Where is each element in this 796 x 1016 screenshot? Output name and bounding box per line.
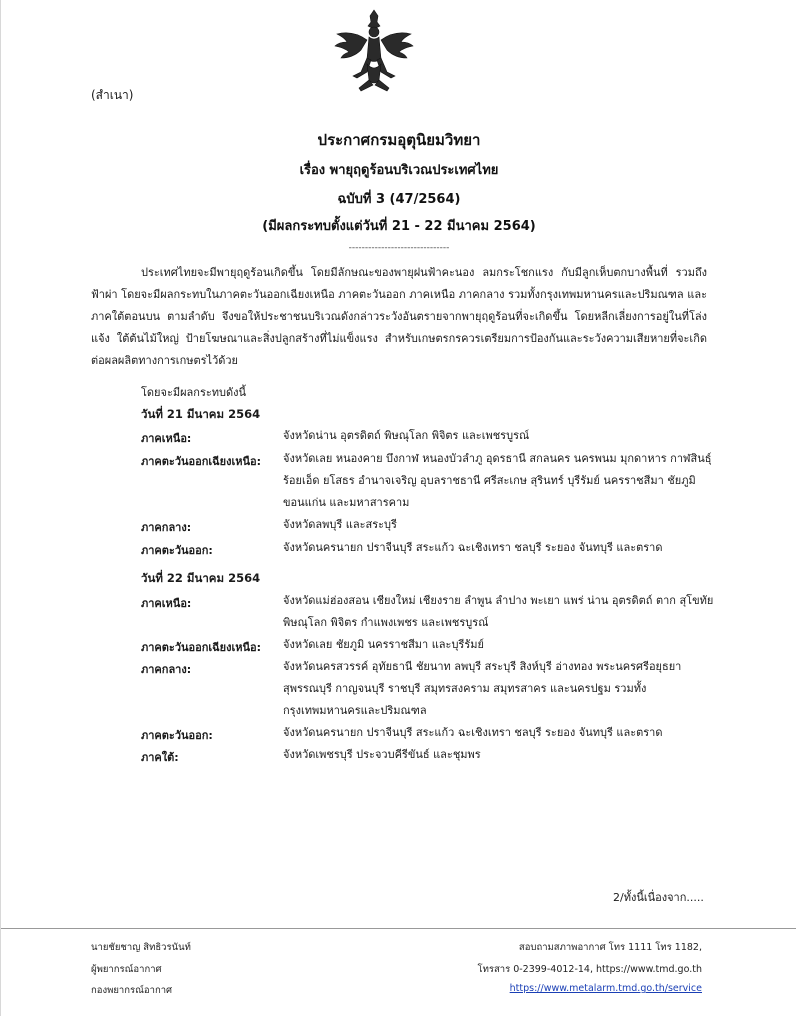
next-page-note: 2/ทั้งนี้เนื่องจาก..... bbox=[613, 891, 704, 904]
day-title-1: วันที่ 21 มีนาคม 2564 bbox=[141, 407, 261, 421]
provinces-east-day1: จังหวัดนครนายก ปราจีนบุรี สระแก้ว ฉะเชิงเทรา ชลบุรี ระยอง จันทบุรี และตราด bbox=[283, 541, 663, 554]
intro-paragraph: ประเทศไทยจะมีพายุฤดูร้อนเกิดขึ้น โดยมีลักษณะของพายุฝนฟ้าคะนอง ลมกระโชกแรง กับมีลูกเห็บตกบางพื้นที่ รวมถึงฟ้าผ่า โดยจะมีผลกระทบในภาคตะวันออกเฉียงเหนือ ภาคตะวันออก ภาคเหนือ ภาคกลาง รวมทั้งกรุงเทพมหานครและปริมณฑล และภาคใต้ตอนบน ตามลำดับ จึงขอให้ประชาชนบริเวณดังกล่าวระวังอันตรายจากพายุฤดูร้อนที่จะเกิดขึ้น โดยหลีกเลี่ยงการอยู่ในที่โล่งแจ้ง ใต้ต้นไม้ใหญ่ ป้ายโฆษณาและสิ่งปลูกสร้างที่ไม่แข็งแรง สำหรับเกษตรกรควรเตรียมการป้องกันและระวังความเสียหายที่จะเกิดต่อผลผลิตทางการเกษตรไว้ด้วย bbox=[91, 266, 707, 367]
region-northeast-day2: ภาคตะวันออกเฉียงเหนือ: bbox=[141, 641, 262, 654]
footer-divider bbox=[1, 928, 796, 929]
provinces-north-day2: จังหวัดแม่ฮ่องสอน เชียงใหม่ เชียงราย ลำพูน ลำปาง พะเยา แพร่ น่าน อุตรดิตถ์ ตาก สุโขทัย พิษณุโลก พิจิตร กำแพงเพชร และเพชรบูรณ์ bbox=[283, 594, 714, 629]
footer-author-name: นายชัยชาญ สิทธิวรนันท์ bbox=[91, 942, 191, 953]
footer-author-role: ผู้พยากรณ์อากาศ bbox=[91, 964, 162, 975]
region-northeast-day1: ภาคตะวันออกเฉียงเหนือ: bbox=[141, 455, 262, 468]
footer-author-division: กองพยากรณ์อากาศ bbox=[91, 985, 173, 996]
footer-contact-fax: โทรสาร 0-2399-4012-14, https://www.tmd.go.th bbox=[477, 964, 702, 975]
region-north-day1: ภาคเหนือ: bbox=[141, 432, 192, 445]
footer-contact-phone: สอบถามสภาพอากาศ โทร 1111 โทร 1182, bbox=[518, 942, 702, 953]
region-north-day2: ภาคเหนือ: bbox=[141, 597, 192, 610]
garuda-emblem-icon bbox=[331, 6, 417, 96]
effects-intro: โดยจะมีผลกระทบดังนี้ bbox=[141, 386, 247, 399]
provinces-central-day2: จังหวัดนครสวรรค์ อุทัยธานี ชัยนาท ลพบุรี สระบุรี สิงห์บุรี อ่างทอง พระนครศรีอยุธยา สุพรรณบุรี กาญจนบุรี ราชบุรี สมุทรสงคราม สมุทรสาคร และนครปฐม รวมทั้งกรุงเทพมหานครและปริมณฑล bbox=[283, 660, 682, 717]
region-central-day2: ภาคกลาง: bbox=[141, 663, 192, 676]
copy-label: (สำเนา) bbox=[91, 88, 134, 102]
provinces-northeast-day1: จังหวัดเลย หนองคาย บึงกาฬ หนองบัวลำภู อุดรธานี สกลนคร นครพนม มุกดาหาร กาฬสินธุ์ ร้อยเอ็ด ยโสธร อำนาจเจริญ อุบลราชธานี ศรีสะเกษ สุรินทร์ บุรีรัมย์ นครราชสีมา ชัยภูมิ ขอนแก่น และมหาสารคาม bbox=[283, 452, 712, 509]
provinces-central-day1: จังหวัดลพบุรี และสระบุรี bbox=[283, 518, 397, 531]
region-south-day2: ภาคใต้: bbox=[141, 751, 179, 764]
issue-number: ฉบับที่ 3 (47/2564) bbox=[337, 192, 461, 207]
provinces-north-day1: จังหวัดน่าน อุตรดิตถ์ พิษณุโลก พิจิตร และเพชรบูรณ์ bbox=[283, 429, 530, 442]
provinces-northeast-day2: จังหวัดเลย ชัยภูมิ นครราชสีมา และบุรีรัมย์ bbox=[283, 638, 484, 651]
document-title: ประกาศกรมอุตุนิยมวิทยา bbox=[317, 131, 481, 149]
day-title-2: วันที่ 22 มีนาคม 2564 bbox=[141, 571, 261, 585]
region-east-day2: ภาคตะวันออก: bbox=[141, 729, 213, 742]
region-central-day1: ภาคกลาง: bbox=[141, 521, 192, 534]
document-subject: เรื่อง พายุฤดูร้อนบริเวณประเทศไทย bbox=[299, 163, 499, 178]
footer-service-link[interactable]: https://www.metalarm.tmd.go.th/service bbox=[509, 983, 702, 994]
provinces-south-day2: จังหวัดเพชรบุรี ประจวบคีรีขันธ์ และชุมพร bbox=[283, 748, 481, 761]
region-east-day1: ภาคตะวันออก: bbox=[141, 544, 213, 557]
provinces-east-day2: จังหวัดนครนายก ปราจีนบุรี สระแก้ว ฉะเชิงเทรา ชลบุรี ระยอง จันทบุรี และตราด bbox=[283, 726, 663, 739]
effect-period: (มีผลกระทบตั้งแต่วันที่ 21 - 22 มีนาคม 2564) bbox=[262, 219, 536, 234]
title-divider: ------------------------------- bbox=[348, 243, 450, 253]
